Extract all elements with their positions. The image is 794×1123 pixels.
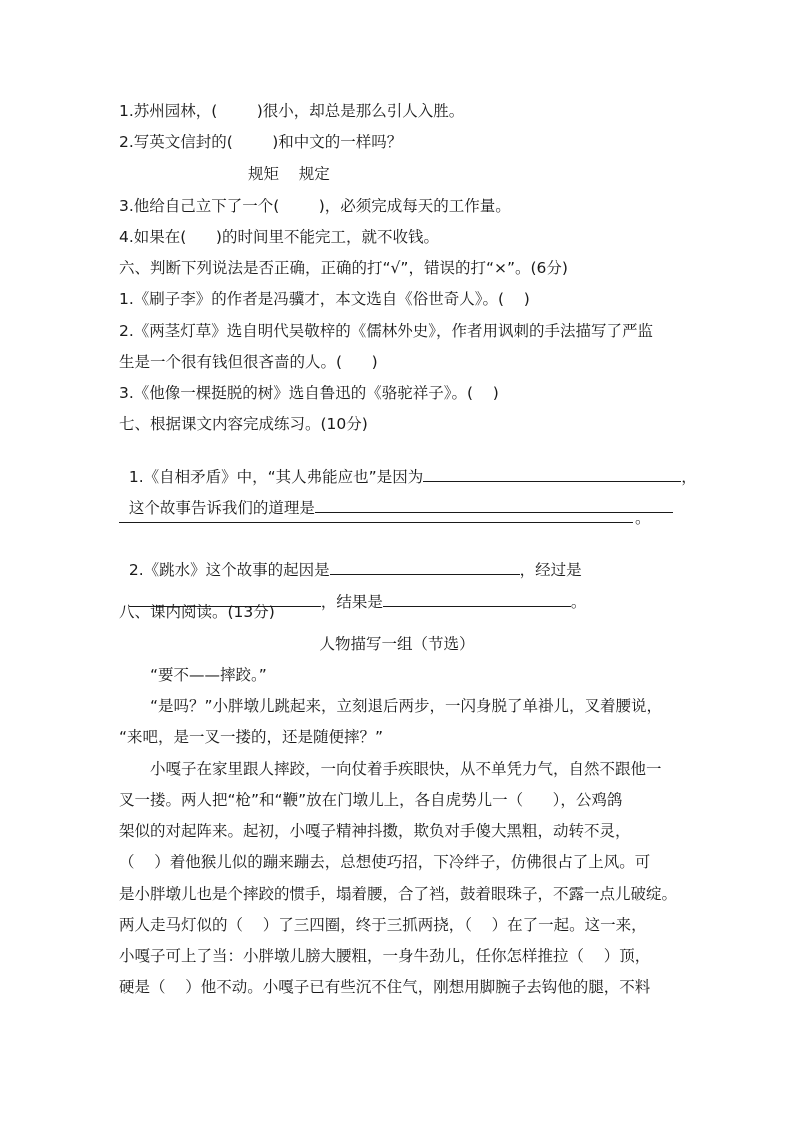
exercise-5-q2: 2.写英文信封的( )和中文的一样吗？ (119, 133, 403, 151)
section-6-heading: 六、判断下列说法是否正确，正确的打“√”，错误的打“×”。(6分) (119, 259, 568, 277)
section-7-heading: 七、根据课文内容完成练习。(10分) (119, 415, 368, 433)
passage-line: 叉一搂。两人把“枪”和“鞭”放在门墩儿上，各自虎势儿一（ ），公鸡鸽 (119, 791, 623, 809)
fill-q1-moral-prompt: 这个故事告诉我们的道理是 (128, 499, 315, 517)
fill-q2-mid: ，经过是 (519, 561, 582, 579)
passage-line: 两人走马灯似的（ ）了三四圈，终于三抓两挠，（ ）在了一起。这一来， (119, 916, 647, 934)
passage-line: 是小胖墩儿也是个摔跤的惯手，塌着腰，合了裆，鼓着眼珠子，不露一点儿破绽。 (119, 885, 678, 903)
answer-blank[interactable] (315, 497, 673, 513)
fill-q2-prompt: 2.《跳水》这个故事的起因是 (128, 561, 330, 579)
fill-q2-result: ，结果是 (320, 593, 383, 611)
passage-line: 硬是（ ）他不动。小嘎子已有些沉不住气，刚想用脚腕子去钩他的腿，不料 (119, 978, 651, 996)
punctuation: 。 (570, 593, 587, 611)
passage-line: 小嘎子在家里跟人摔跤，一向仗着手疾眼快，从不单凭力气，自然不跟他一 (150, 760, 662, 778)
exercise-5-q1: 1.苏州园林，( )很小，却总是那么引人入胜。 (119, 102, 465, 120)
answer-blank[interactable] (383, 591, 571, 607)
judge-q1: 1.《刷子李》的作者是冯骥才，本文选自《俗世奇人》。( ) (119, 290, 530, 308)
passage-title: 人物描写一组（节选） (319, 635, 475, 653)
answer-blank-line[interactable] (119, 522, 633, 523)
punctuation: ， (681, 468, 697, 486)
judge-q2-line1: 2.《两茎灯草》选自明代吴敬梓的《儒林外史》，作者用讽刺的手法描写了严监 (119, 322, 654, 340)
passage-line: “要不——摔跤。” (150, 666, 267, 684)
judge-q3: 3.《他像一棵挺脱的树》选自鲁迅的《骆驼祥子》。( ) (119, 384, 499, 402)
fill-q1-prompt: 1.《自相矛盾》中，“其人弗能应也”是因为 (128, 468, 424, 486)
word-options: 规矩 规定 (248, 165, 330, 183)
passage-line: 小嘎子可上了当：小胖墩儿膀大腰粗，一身牛劲儿，任你怎样推拉（ ）顶， (119, 947, 651, 965)
punctuation: 。 (635, 509, 651, 527)
fill-q1-line2 (119, 477, 673, 518)
section-8-heading: 八、课内阅读。(13分) (119, 603, 275, 621)
passage-line: 架似的对起阵来。起初，小嘎子精神抖擞，欺负对手傻大黑粗，动转不灵， (119, 822, 631, 840)
judge-q2-line2: 生是一个很有钱但很吝啬的人。( ) (119, 353, 378, 371)
exercise-5-q3: 3.他给自己立下了一个( )，必须完成每天的工作量。 (119, 197, 511, 215)
passage-line: “是吗？”小胖墩儿跳起来，立刻退后两步，一闪身脱了单褂儿，叉着腰说， (150, 697, 663, 715)
passage-line: （ ）着他猴儿似的蹦来蹦去，总想使巧招，下冷绊子，仿佛很占了上风。可 (119, 853, 651, 871)
passage-line: “来吧，是一叉一搂的，还是随便摔？” (119, 728, 384, 746)
exercise-5-q4: 4.如果在( )的时间里不能完工，就不收钱。 (119, 228, 439, 246)
